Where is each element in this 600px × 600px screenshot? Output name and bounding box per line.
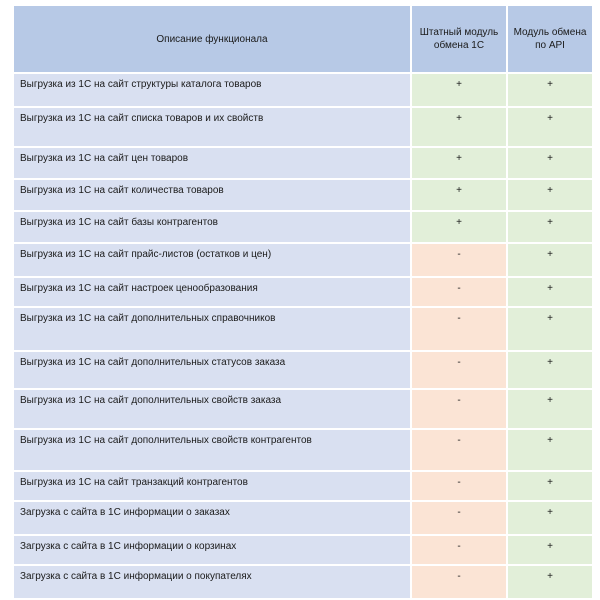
- table-row: [13, 535, 593, 565]
- table-row: [13, 243, 593, 277]
- row-description: Выгрузка из 1С на сайт цен товаров: [13, 147, 411, 179]
- table-body: [13, 73, 593, 599]
- row-description: Выгрузка из 1С на сайт дополнительных свойств контрагентов: [13, 429, 411, 471]
- table-row: [13, 179, 593, 211]
- row-description: Загрузка с сайта в 1С информации о покупателях: [13, 565, 411, 599]
- row-description: Выгрузка из 1С на сайт дополнительных статусов заказа: [13, 351, 411, 389]
- row-description: Выгрузка из 1С на сайт прайс-листов (остатков и цен): [13, 243, 411, 277]
- row-standard-module-mark: -: [411, 277, 507, 307]
- row-description: Выгрузка из 1С на сайт дополнительных справочников: [13, 307, 411, 351]
- row-standard-module-mark: +: [411, 147, 507, 179]
- row-standard-module-mark: -: [411, 501, 507, 535]
- row-api-module-mark: +: [507, 147, 593, 179]
- feature-comparison-table: [12, 4, 594, 600]
- row-standard-module-mark: -: [411, 351, 507, 389]
- row-api-module-mark: +: [507, 535, 593, 565]
- row-api-module-mark: +: [507, 471, 593, 501]
- table-row: [13, 389, 593, 429]
- row-description: Выгрузка из 1С на сайт базы контрагентов: [13, 211, 411, 243]
- row-standard-module-mark: +: [411, 107, 507, 147]
- row-standard-module-mark: +: [411, 73, 507, 107]
- row-description: Выгрузка из 1С на сайт дополнительных свойств заказа: [13, 389, 411, 429]
- table-row: [13, 73, 593, 107]
- row-standard-module-mark: +: [411, 179, 507, 211]
- header-description: Описание функционала: [13, 5, 411, 73]
- row-standard-module-mark: -: [411, 535, 507, 565]
- row-api-module-mark: +: [507, 73, 593, 107]
- row-api-module-mark: +: [507, 211, 593, 243]
- row-api-module-mark: +: [507, 243, 593, 277]
- row-api-module-mark: +: [507, 501, 593, 535]
- row-description: Загрузка с сайта в 1С информации о корзинах: [13, 535, 411, 565]
- row-standard-module-mark: -: [411, 389, 507, 429]
- row-api-module-mark: +: [507, 179, 593, 211]
- row-standard-module-mark: -: [411, 243, 507, 277]
- row-api-module-mark: +: [507, 429, 593, 471]
- row-standard-module-mark: -: [411, 565, 507, 599]
- table-row: [13, 277, 593, 307]
- row-standard-module-mark: -: [411, 429, 507, 471]
- row-description: Загрузка с сайта в 1С информации о заказах: [13, 501, 411, 535]
- table-row: [13, 147, 593, 179]
- row-api-module-mark: +: [507, 107, 593, 147]
- row-standard-module-mark: -: [411, 471, 507, 501]
- row-api-module-mark: +: [507, 389, 593, 429]
- row-api-module-mark: +: [507, 565, 593, 599]
- table-row: [13, 429, 593, 471]
- table-row: [13, 501, 593, 535]
- table-row: [13, 211, 593, 243]
- table-row: [13, 107, 593, 147]
- row-standard-module-mark: -: [411, 307, 507, 351]
- header-standard-module: Штатный модуль обмена 1С: [411, 5, 507, 73]
- table-row: [13, 565, 593, 599]
- table-row: [13, 351, 593, 389]
- table-row: [13, 471, 593, 501]
- header-row: [13, 5, 593, 73]
- row-description: Выгрузка из 1С на сайт структуры каталога товаров: [13, 73, 411, 107]
- row-standard-module-mark: +: [411, 211, 507, 243]
- row-api-module-mark: +: [507, 277, 593, 307]
- row-api-module-mark: +: [507, 307, 593, 351]
- row-description: Выгрузка из 1С на сайт настроек ценообразования: [13, 277, 411, 307]
- row-description: Выгрузка из 1С на сайт списка товаров и их свойств: [13, 107, 411, 147]
- row-api-module-mark: +: [507, 351, 593, 389]
- header-api-module: Модуль обмена по API: [507, 5, 593, 73]
- row-description: Выгрузка из 1С на сайт транзакций контрагентов: [13, 471, 411, 501]
- row-description: Выгрузка из 1С на сайт количества товаров: [13, 179, 411, 211]
- table-row: [13, 307, 593, 351]
